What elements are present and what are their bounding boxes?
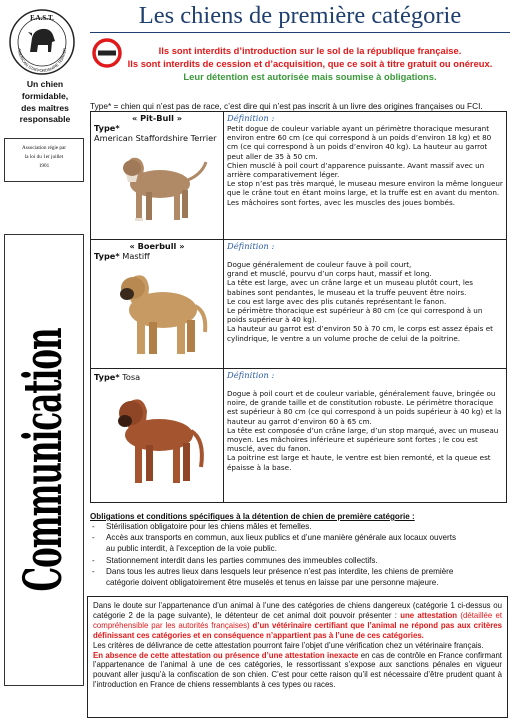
- description-paragraph: La hauteur au garrot est d’environ 50 à 70 cm, le corps est assez épais et cylindrique, le ventre a un volume proche de celui de la poitrine.: [227, 324, 493, 343]
- type-label: Type*: [94, 372, 120, 382]
- obligation-text: Stationnement interdit dans les parties communes des immeubles collectifs.: [106, 555, 378, 565]
- description-paragraph: Le stop n’est pas très marqué, le museau mesure environ la même longueur que le crâne tout en étant moins large, et la truffe est en avant du menton.: [227, 179, 503, 198]
- boerbull-photo: [101, 262, 213, 362]
- obligations-title: Obligations et conditions spécifiques à la détention de chien de première catégorie :: [90, 512, 415, 521]
- association-line: 1901: [38, 163, 50, 169]
- description-paragraph: Les mâchoires sont fortes, avec les muscles des joues bombés.: [227, 197, 455, 207]
- breed-name: « Boerbull »: [129, 241, 185, 251]
- obligation-text: Dans tous les autres lieux dans lesquels leur présence n’est pas interdite, les chiens de première: [106, 566, 454, 576]
- association-box: [4, 138, 84, 182]
- type-value: Mastiff: [122, 251, 150, 261]
- type-note: Type* = chien qui n’est pas de race, c’est dire qui n’est pas inscrit à un livre des origines françaises ou FCI.: [90, 101, 483, 111]
- association-line: Association régie par: [21, 145, 67, 151]
- fast-logo: [8, 8, 76, 76]
- breed-definition-cell: [224, 240, 507, 369]
- notice-rest: en cas de contrôle en France confirmant l’appartenance de l’animal à une de ces catégories, le ressortissant s’expose aux sanctions pénales en vigueur pouvant aller jusqu’à la confiscation de son chien. C’est pour cette raison qu’il est nécessaire d’être prudent quant à l’introduction en France de chiens ressemblants à ces types ou races.: [93, 650, 502, 690]
- notice-emphasis: En absence de cette attestation ou présence d’une attestation inexacte: [93, 650, 359, 660]
- breed-type: [91, 251, 223, 261]
- breed-identity-cell: [91, 112, 224, 240]
- notice-emphasis: d’un vétérinaire certifiant que l’animal ne répond pas aux critères définissant ces catégories et en conséquence n’appartient pas à l’une de ces catégories.: [93, 620, 502, 640]
- tosa-photo: [101, 383, 213, 491]
- warning-line-1: Ils sont interdits d’introduction sur le sol de la république française.: [158, 45, 462, 56]
- obligation-text: Accès aux transports en commun, aux lieux publics et d’une manière générale aux locaux ouverts: [106, 533, 457, 543]
- breed-definition-cell: [224, 369, 507, 503]
- description-paragraph: La tête est composée d’un crâne large, d’un stop marqué, avec un museau moyen. Les mâchoires inférieure et supérieure sont fortes ; le cou est musclé, avec du fanon.: [227, 425, 499, 454]
- obligation-continuation: catégorie doivent obligatoirement être muselés et tenus en laisse par une personne majeure.: [106, 578, 439, 588]
- type-label: Type*: [94, 123, 120, 133]
- breed-identity-cell: [91, 240, 224, 369]
- list-item: - Stationnement interdit dans les parties communes des immeubles collectifs.: [92, 555, 378, 565]
- tagline-line: Un chien: [26, 79, 64, 89]
- description-paragraph: Dogue généralement de couleur fauve à poil court,: [227, 260, 412, 269]
- title-divider: [90, 32, 510, 33]
- tagline-line: formidable,: [21, 90, 69, 101]
- dog-logo-icon: [8, 8, 76, 76]
- breed-type-value: American Staffordshire Terrier: [94, 133, 217, 143]
- description-paragraph: Le périmètre thoracique est supérieur à 80 cm (ce qui correspond à un poids supérieur à 40 kg).: [227, 306, 483, 325]
- attestation-notice-box: [87, 596, 508, 718]
- notice-paragraph-1: [93, 601, 502, 641]
- obligation-continuation: au public interdit, à l’exception de la voie public.: [106, 544, 277, 554]
- tagline-line: des maîtres: [21, 102, 69, 113]
- tagline-line: responsable: [19, 114, 71, 125]
- breed-description: [227, 381, 503, 472]
- communication-vertical-text: Communication: [13, 328, 75, 592]
- breed-description: [227, 252, 503, 343]
- page-title: Les chiens de première catégorie: [138, 2, 462, 29]
- description-paragraph: La tête est large, avec un crâne large et un museau plutôt court, les babines sont pendantes, le museau et la truffe peuvent être noirs.: [227, 278, 474, 297]
- warning-line-2: Ils sont interdits de cession et d’acquisition, que ce soit à titre gratuit ou onéreux.: [127, 58, 493, 69]
- breed-definition-cell: [224, 112, 507, 240]
- notice-paragraph-2: Les critères de délivrance de cette attestation pourront faire l’objet d’une vérification chez un vétérinaire français.: [93, 640, 484, 650]
- description-paragraph: Chien musclé à poil court d’apparence puissante. Avant massif avec un arrière comparativement léger.: [227, 160, 485, 180]
- type-value: Tosa: [122, 372, 141, 382]
- notice-emphasis: une attestation: [400, 610, 458, 620]
- breed-type: [91, 123, 223, 133]
- notice-line: Leur détention est autorisée mais soumise à obligations.: [183, 71, 437, 82]
- breed-identity-cell: [91, 369, 224, 503]
- svg-text:AMERICAN STAFFORDSHIRE TERRIER: AMERICAN STAFFORDSHIRE TERRIER: [16, 47, 68, 74]
- association-line: la loi du 1er juillet: [24, 154, 64, 160]
- breed-row-tosa: [91, 369, 507, 503]
- definition-label: Définition :: [227, 370, 275, 380]
- description-paragraph: Le cou est large avec des plis cutanés représentant le fanon.: [227, 296, 447, 306]
- list-item: - Dans tous les autres lieux dans lesquels leur présence n’est pas interdite, les chiens de première: [92, 566, 454, 576]
- description-paragraph: La poitrine est large et haute, le ventre est bien remonté, et la queue est épaisse à la base.: [227, 453, 491, 472]
- type-label: Type*: [94, 251, 120, 261]
- breed-type: [91, 372, 223, 382]
- breed-row-boerbull: [91, 240, 507, 369]
- tagline: [4, 79, 86, 126]
- description-paragraph: Dogue à poil court et de couleur variable, généralement fauve, bringée ou noire, de grande taille et de constitution robuste. Le périmètre thoracique est supérieur à 80 cm (ce qui correspond à un poids supérieur à 40 kg) et la hauteur au garrot d’environ 60 à 65 cm.: [227, 389, 502, 426]
- breed-table: [90, 111, 507, 503]
- notice-emphasis-detail: (détaillée et compréhensible par les autorités françaises): [93, 610, 503, 630]
- description-paragraph: Petit dogue de couleur variable ayant un périmètre thoracique mesurant environ entre 60 cm (ce qui correspond à un poids d’environ 18 kg) et 80 cm (ce qui correspond à un poids d’environ 40 kg). La hauteur au garrot peut aller de 35 à 50 cm.: [227, 124, 492, 161]
- obligation-text: Stérilisation obligatoire pour les chiens mâles et femelles.: [106, 522, 312, 531]
- definition-label: Définition :: [227, 113, 275, 123]
- description-paragraph: grand et musclé, pourvu d’un corps haut, massif et long.: [227, 269, 432, 279]
- definition-label: Définition :: [227, 241, 275, 251]
- obligations-list: [92, 521, 510, 588]
- breed-description: [227, 124, 503, 207]
- notice-intro: Dans le doute sur l’appartenance d’un animal à l’une des catégories de chiens dangereux (catégorie 1 ci-dessus ou catégorie 2 de la page suivante), le détenteur de cet animal doit pouvoir présenter :: [93, 601, 502, 620]
- list-item: - Accès aux transports en commun, aux lieux publics et d’une manière générale aux locaux ouverts: [92, 533, 457, 543]
- breed-row-pitbull: [91, 112, 507, 240]
- communication-box: [4, 234, 84, 686]
- list-item: - Stérilisation obligatoire pour les chiens mâles et femelles.: [92, 522, 312, 531]
- notice-paragraph-3: [93, 651, 502, 691]
- pitbull-photo: [102, 144, 212, 228]
- svg-text:F.A.S.T.: F.A.S.T.: [30, 14, 54, 22]
- breed-name: « Pit-Bull »: [131, 113, 183, 123]
